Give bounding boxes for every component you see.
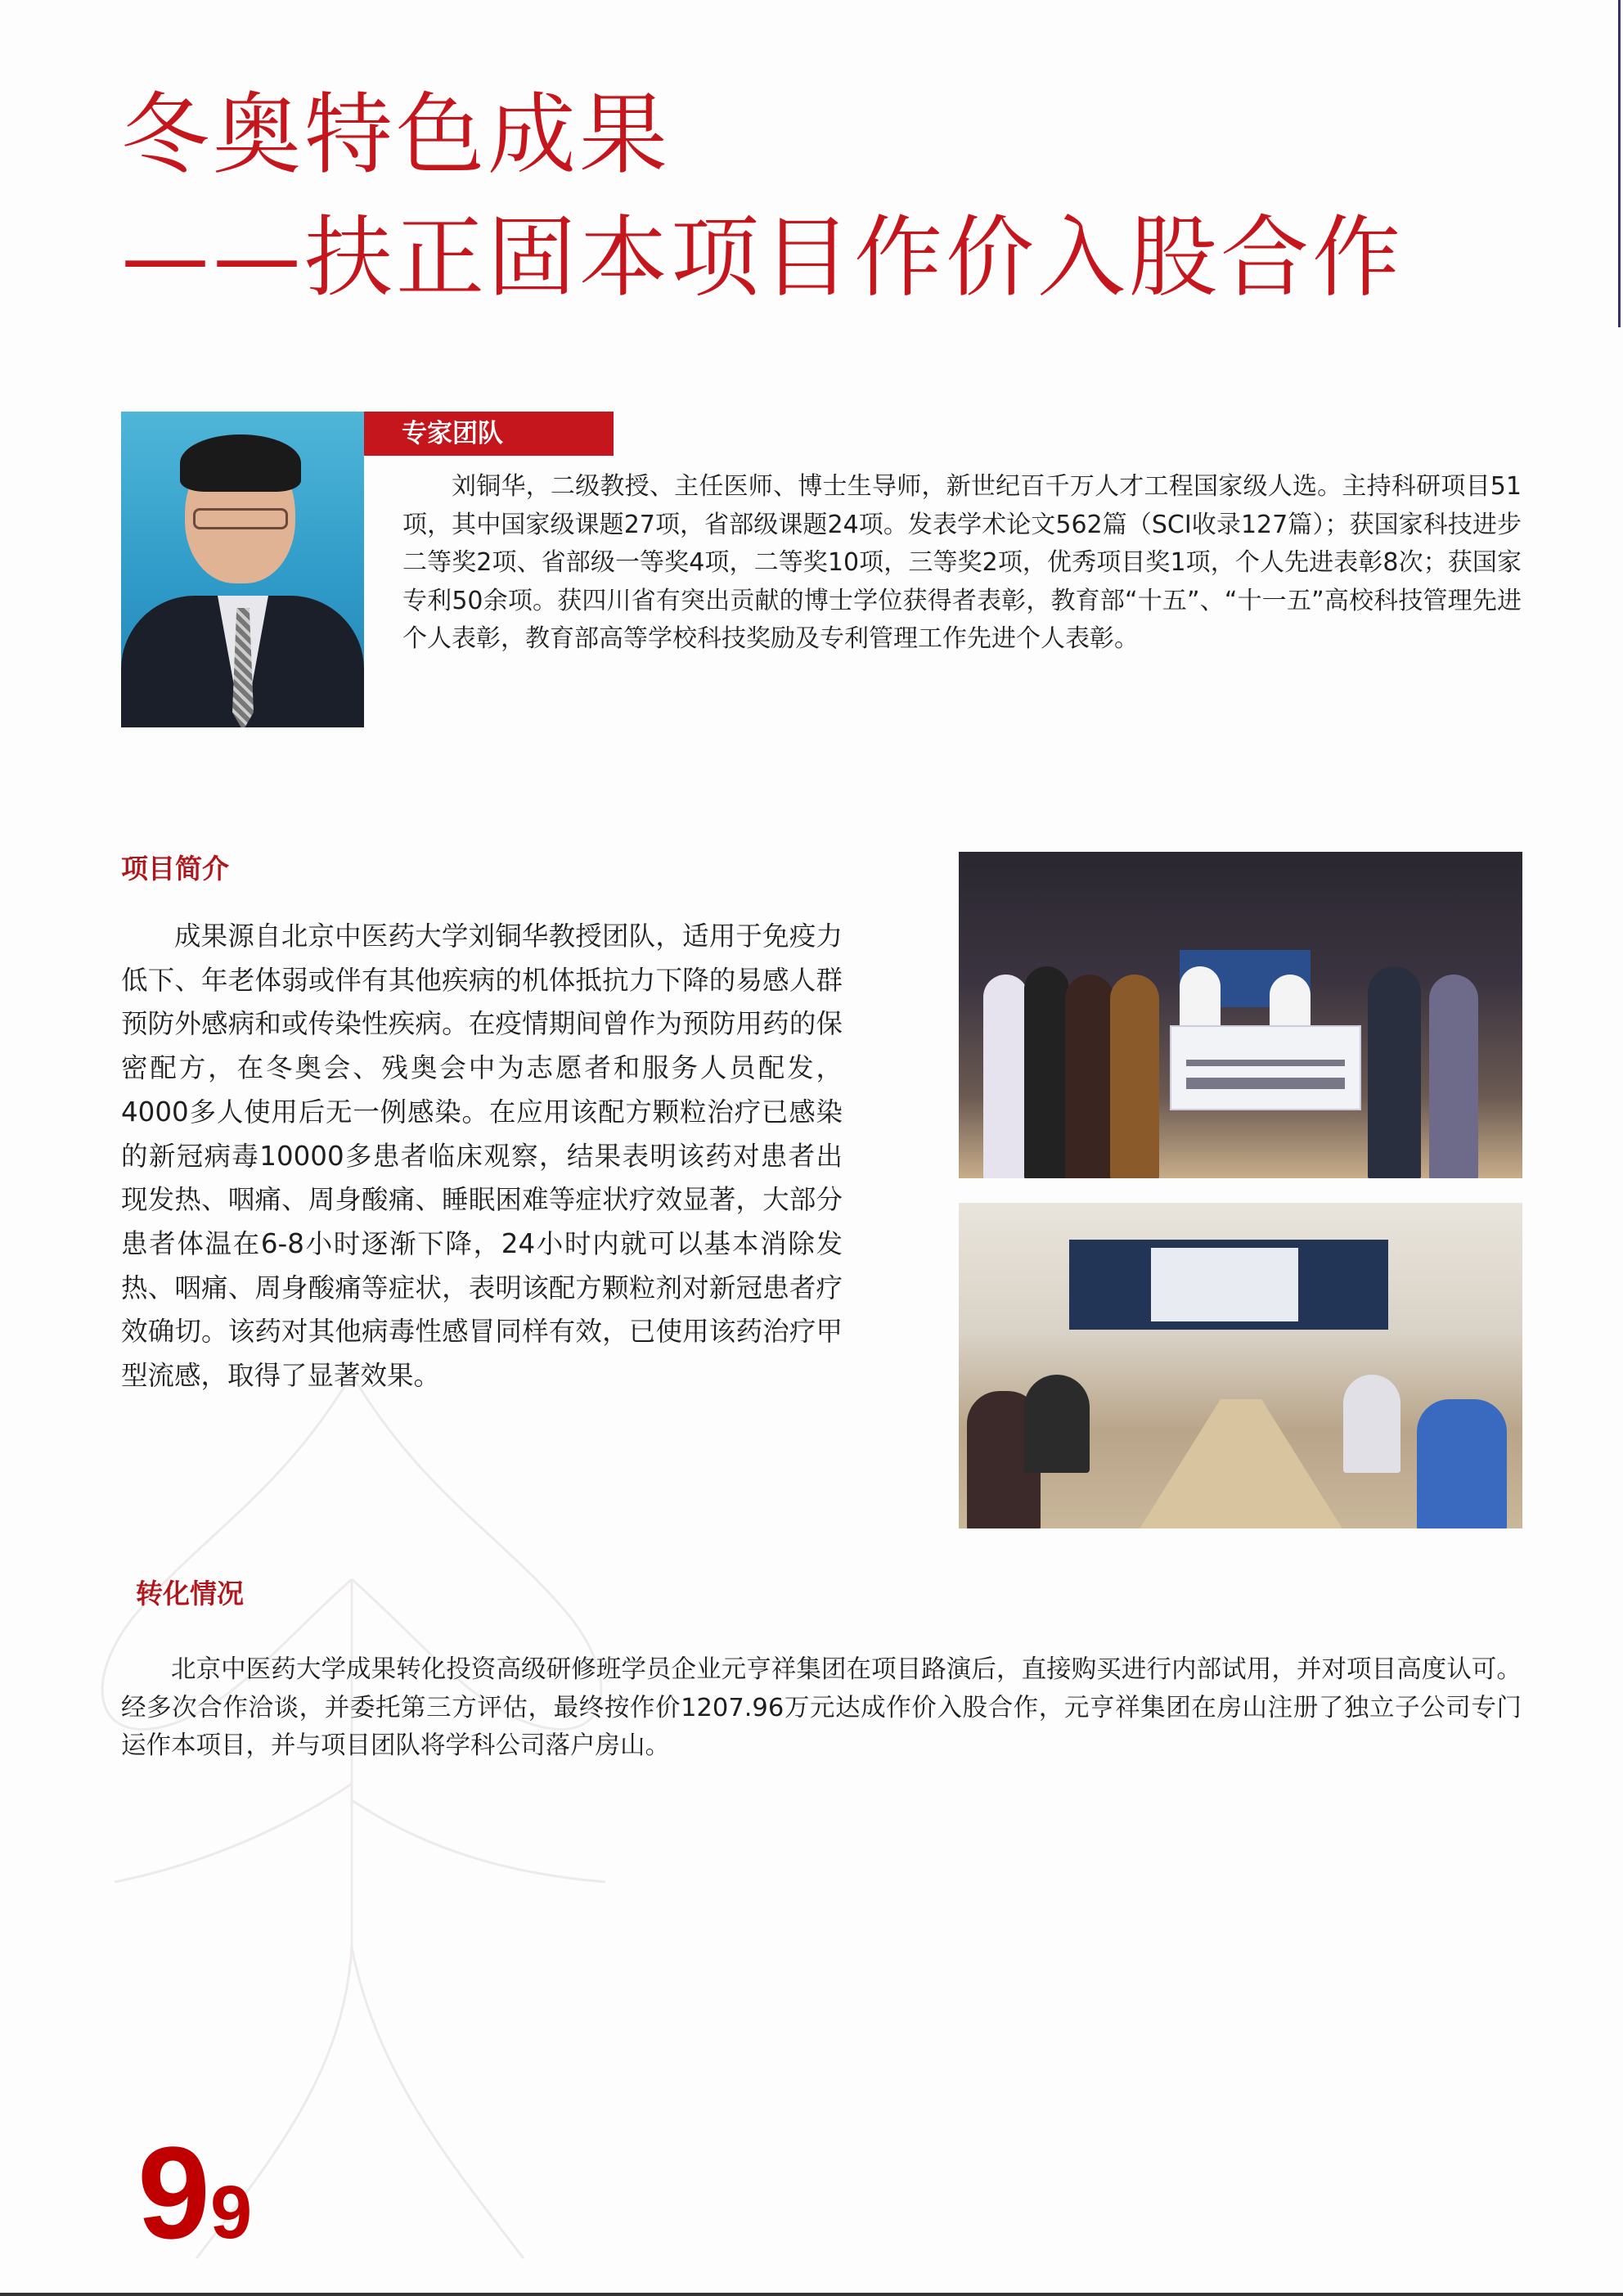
bottom-border <box>0 2293 1623 2296</box>
intro-text: 成果源自北京中医药大学刘铜华教授团队，适用于免疫力低下、年老体弱或伴有其他疾病的机体抵抗力下降的易感人群预防外感病和或传染性疾病。在疫情期间曾作为预防用药的保密配方，在冬奥会、残奥会中为志愿者和服务人员配发，4000多人使用后无一例感染。在应用该配方颗粒治疗已感染的新冠病毒10000多患者临床观察，结果表明该药对患者出现发热、咽痛、周身酸痛、睡眠困难等症状疗效显著，大部分患者体温在6-8小时逐渐下降，24小时内就可以基本消除发热、咽痛、周身酸痛等症状，表明该配方颗粒剂对新冠患者疗效确切。该药对其他病毒性感冒同样有效，已使用该药治疗甲型流感，取得了显著效果。 <box>121 921 843 1392</box>
expert-team-label: 专家团队 <box>364 412 614 456</box>
meeting-room-photo <box>959 1203 1522 1528</box>
conversion-heading: 转化情况 <box>136 1578 244 1609</box>
expert-bio: 刘铜华，二级教授、主任医师、博士生导师，新世纪百千万人才工程国家级人选。主持科研项目51项，其中国家级课题27项，省部级课题24项。发表学术论文562篇（SCI收录127篇）；获国家科技进步二等奖2项、省部级一等奖4项，二等奖10项，三等奖2项，优秀项目奖1项，个人先进表彰8次；获国家专利50余项。获四川省有突出贡献的博士学位获得者表彰，教育部“十五”、“十一五”高校科技管理先进个人表彰，教育部高等学校科技奖励及专利管理工作先进个人表彰。 <box>402 472 1522 653</box>
edge-divider <box>1618 0 1621 327</box>
expert-portrait-photo <box>121 412 364 727</box>
donation-ceremony-photo <box>959 852 1522 1178</box>
intro-heading: 项目简介 <box>121 853 229 885</box>
herb-illustration-watermark <box>33 1375 671 2275</box>
page-number-small-digit: 9 <box>209 2171 253 2254</box>
page-title-line2: ——扶正固本项目作价入股合作 <box>121 207 1405 309</box>
conversion-text: 北京中医药大学成果转化投资高级研修班学员企业元亨祥集团在项目路演后，直接购买进行内部试用，并对项目高度认可。经多次合作洽谈，并委托第三方评估，最终按作价1207.96万元达成作价入股合作，元亨祥集团在房山注册了独立子公司专门运作本项目，并与项目团队将学科公司落户房山。 <box>121 1655 1522 1760</box>
page-title-line1: 冬奥特色成果 <box>121 84 672 187</box>
page-number-large-digit: 9 <box>137 2119 210 2266</box>
page-number <box>137 2119 253 2266</box>
